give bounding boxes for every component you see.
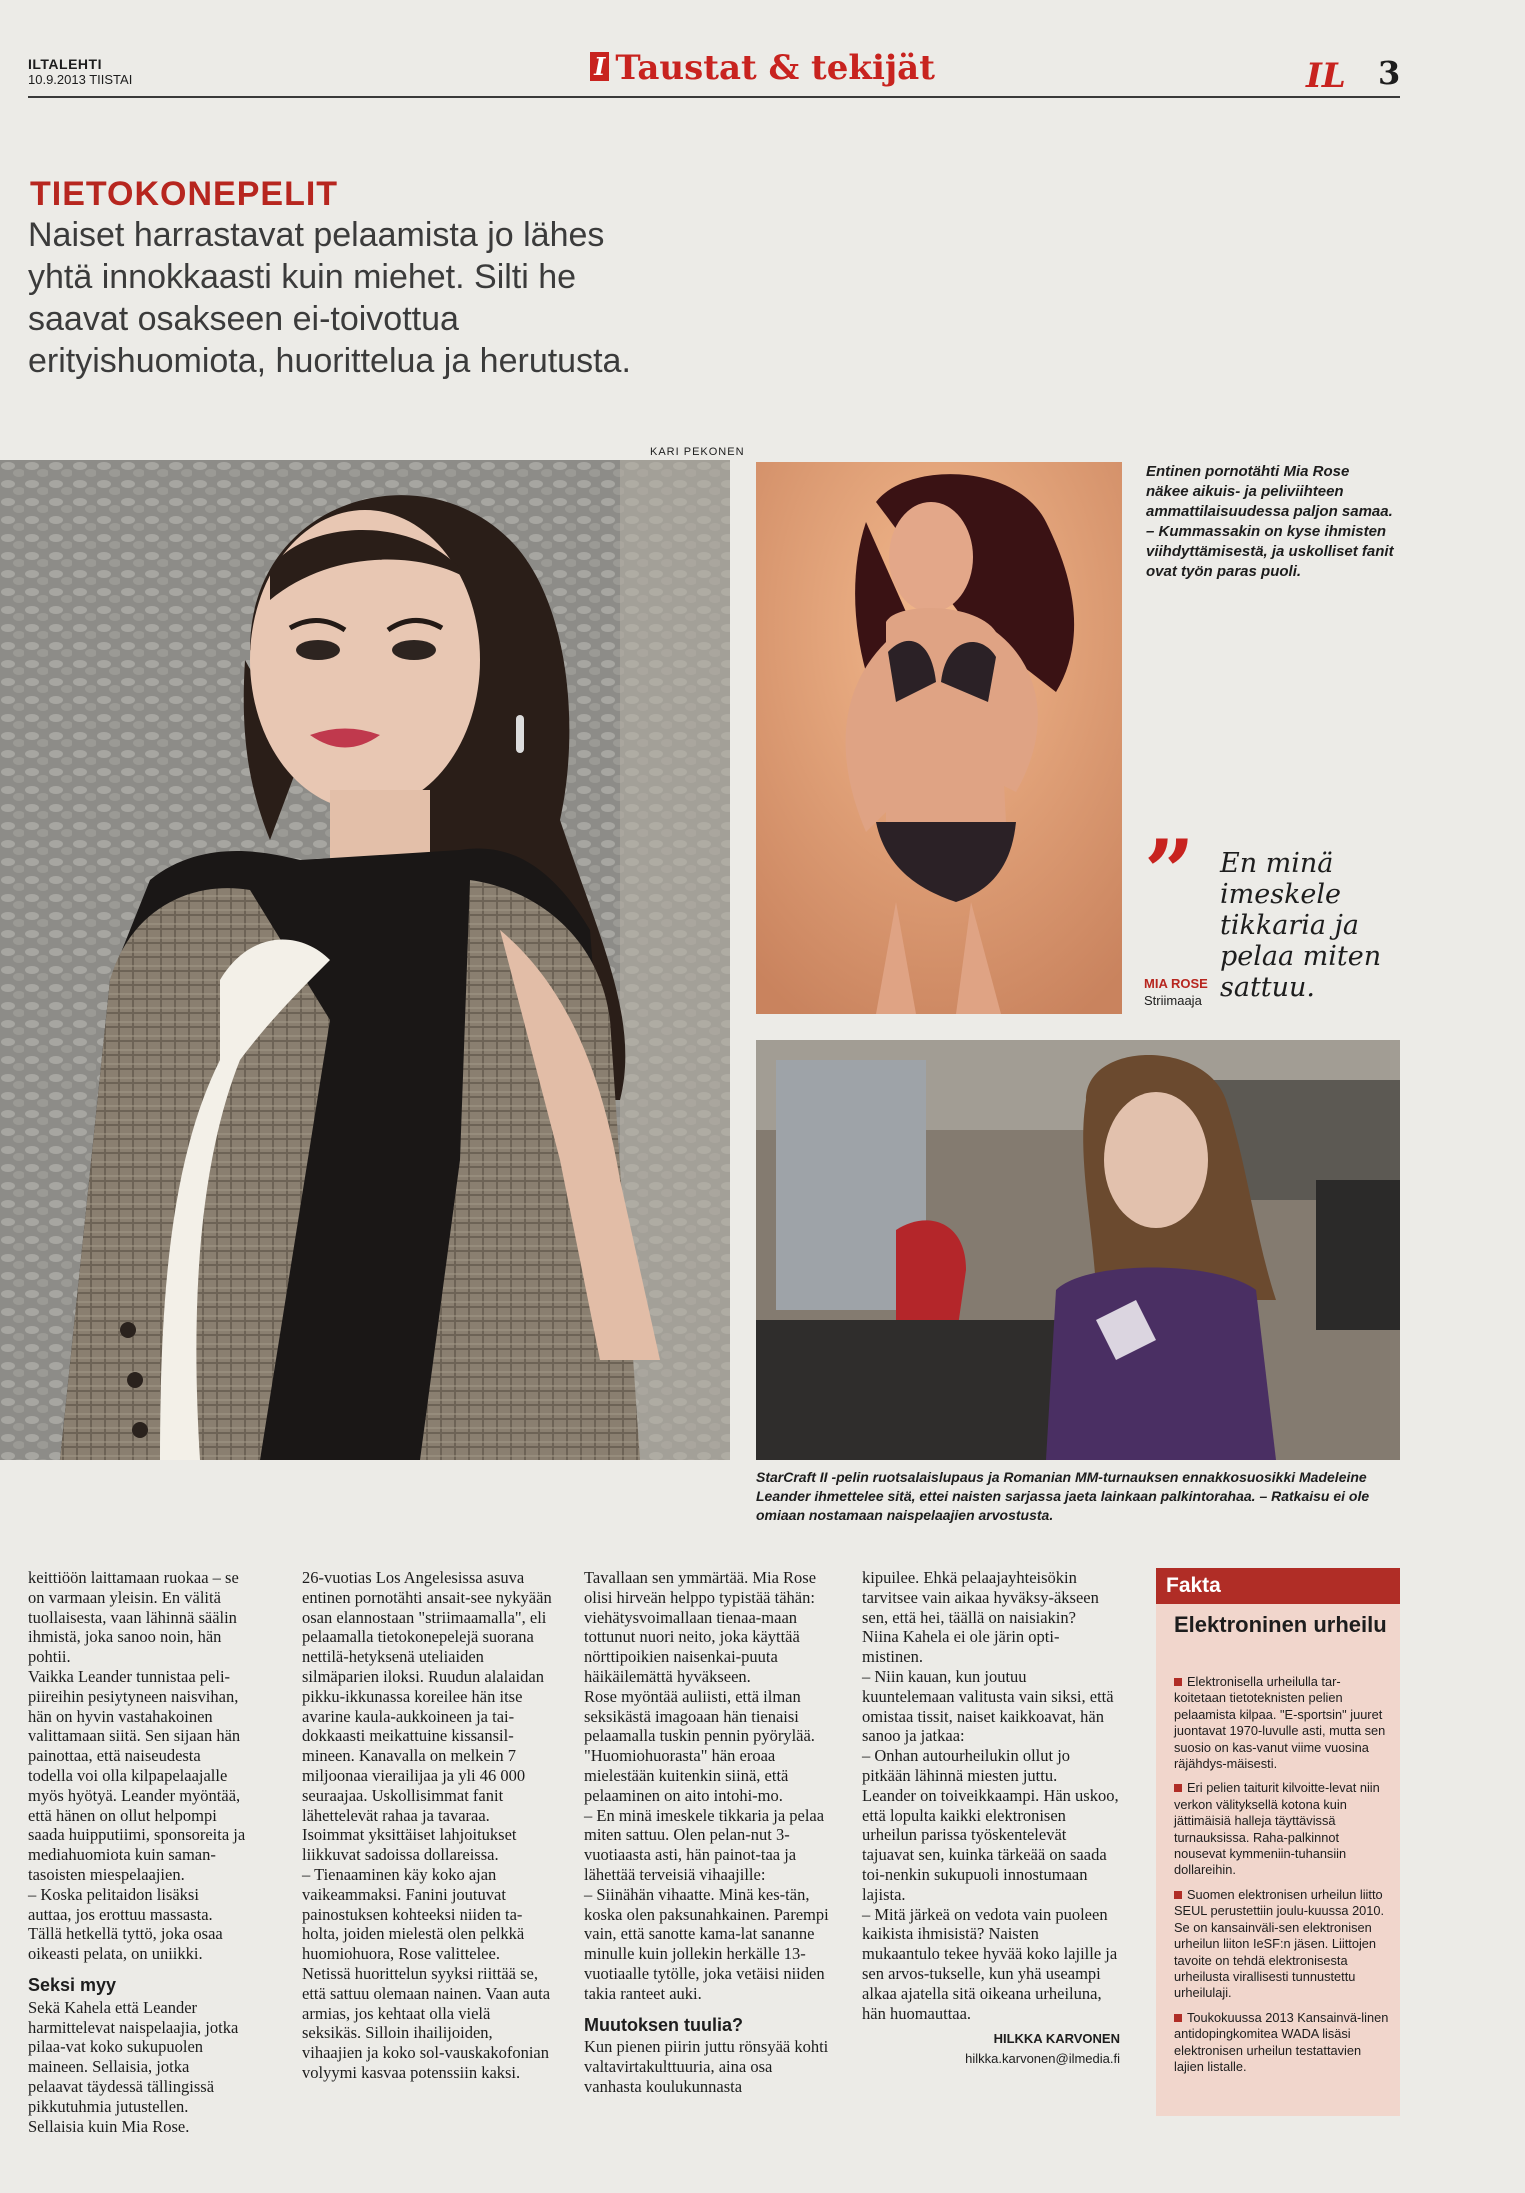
quote-attribution-role: Striimaaja [1144,993,1202,1008]
paragraph: – Siinähän vihaatte. Minä kes-tän, koska olen paksunahkainen. Parempi vain, että sanotte kama-lat sananne minulle kuin jollekin herkälle 13-vuotiaalle tytölle, joka vetäisi niiden takia ranteet auki. [584,1884,829,2003]
quote-mark-icon: ” [1144,820,1195,924]
fact-item-text: Eri pelien taiturit kilvoitte-levat niin verkon välityksellä kotona kuin jättimäisiä halleja täyttävissä turnauksissa. Raha-palkinnot nousevat kymmeniin-tuhansiin dollareihin. [1174,1780,1380,1878]
page-number: 3 [1378,54,1401,92]
author-email: hilkka.karvonen@ilmedia.fi [965,2051,1120,2067]
pull-quote: En minä imeskele tikkaria ja pelaa miten sattuu. [1220,848,1382,1003]
fact-item-text: Elektronisella urheilulla tar-koitetaan tietoteknisten pelien pelaamista kilpaa. "E-sportsin" juuret juontavat 1970-luvulle asti, mutta sen suosio on kas-vanut viime vuosina räjähdys-mäisesti. [1174,1674,1386,1772]
subheading: Seksi myy [28,1974,117,1995]
paragraph: – En minä imeskele tikkaria ja pelaa miten sattuu. Olen pelan-nut 3-vuotiaasta asti, hän painot-taa ja lähettää terveisiä vihaajille: [584,1805,825,1884]
section-logo-mark: I [590,52,609,81]
paragraph: Vaikka Leander tunnistaa peli-piireihin pesiytyneen naisvihan, hän on hyvin vastahakoinen valittamaan siitä. Sen sijaan hän painottaa, että naiseudesta todella voi olla kilpapelaajalle myös hyötyä. Leander myöntää, että hänen on ollut helpompi saada huipputiimi, sponsoreita ja mediahuomiota kuin saman-tasoisten miespelaajien. [28,1666,246,1884]
article-column-1 [28,1568,246,2136]
gamer-photo [756,1040,1400,1460]
photo-caption-bottom: StarCraft II -pelin ruotsalaislupaus ja Romanian MM-turnauksen ennakkosuosikki Madeleine Leander ihmettelee sitä, ettei naisten sarjassa jaeta lainkaan palkintorahaa. – Ratkaisu ei ole omiaan nostamaan naispelaajien arvostusta. [756,1469,1370,1523]
fact-item [1174,1674,1392,1772]
article-kicker: TIETOKONEPELIT [30,175,339,213]
paragraph: – Koska pelitaidon lisäksi auttaa, jos erottuu massasta. Tällä hetkellä tyttö, joka osaa oikeasti pelata, on uniikki. [28,1884,223,1964]
fact-item [1174,2010,1392,2076]
paragraph: Niina Kahela ei ole järin opti-mistinen. [862,1627,1060,1667]
bullet-icon [1174,2014,1182,2022]
bullet-icon [1174,1891,1182,1899]
issue-date: 10.9.2013 TIISTAI [28,72,133,87]
fact-box-label: Fakta [1156,1568,1400,1604]
author-byline: HILKKA KARVONEN [993,2031,1120,2047]
paragraph: keittiöön laittamaan ruokaa – se on varmaan yleisin. En välitä tuollaisesta, vaan lähinnä säälin ihmistä, joka sanoo noin, hän pohtii. [28,1568,239,1667]
portrait-photo [0,460,730,1460]
subheading: Muutoksen tuulia? [584,2014,743,2035]
article-column-3 [584,1568,834,2097]
paragraph: Leander on toiveikkaampi. Hän uskoo, että lopulta kaikki elektronisen urheilun parissa työskentelevät tajuavat sen, kuinka tärkeää on saada toi-nenkin sukupuoli innostumaan lajista. [862,1785,1119,1904]
fact-item-text: Suomen elektronisen urheilun liitto SEUL perustettiin joulu-kuussa 2010. Se on kansainväli-sen elektronisen urheilun liiton IeSF:n jäsen. Liittojen tavoite on tehdä elektronisesta urheilusta virallisesti tunnustettu urheilulaji. [1174,1886,1385,2001]
header-rule [28,96,1400,98]
paragraph: Tavallaan sen ymmärtää. Mia Rose olisi hirveän helppo typistää tähän: viehätysvoimallaan tienaa-maan tottunut nuori neito, joka käyttää nörttipoikien naisenkai-puuta häikäilemättä hyväkseen. [584,1568,817,1686]
quote-attribution-name: MIA ROSE [1144,976,1208,991]
paragraph: Sekä Kahela että Leander harmittelevat naispelaajia, jotka pilaa-vat koko sukupuolen maineen. Sellaisia, jotka pelaavat täydessä tällingissä pikkutuhmia jutustellen. Sellaisia kuin Mia Rose. [28,1997,239,2136]
section-title-text: Taustat & tekijät [615,48,935,88]
paragraph: kipuilee. Ehkä pelaajayhteisökin tarvitsee vain aikaa hyväksy-äkseen sen, että hei, täällä on naisiakin? [862,1568,1099,1627]
paragraph: Netissä huorittelun syyksi riittää se, että sattuu olemaan nainen. Vaan auta armias, jos kehtaat olla vielä seksikäs. Silloin ihailijoiden, vihaajien ja koko sol-vauskakofonian volyymi kasvaa potenssiin kaksi. [302,1963,551,2082]
paragraph: – Tienaaminen käy koko ajan vaikeammaksi. Fanini joutuvat painostuksen kohteeksi niiden ta-holta, joiden mielestä olen pelkkä huomiohuora, Rose valittelee. [302,1864,525,1964]
section-title [0,48,1525,88]
article-intro: Naiset harrastavat pelaamista jo lähes yhtä innokkaasti kuin miehet. Silti he saavat osakseen ei-toivottua erityishuomiota, huorittelua ja herutusta. [28,216,631,380]
fact-item [1174,1780,1392,1878]
fact-box-title: Elektroninen urheilu [1174,1612,1387,1637]
fact-item-text: Toukokuussa 2013 Kansainvä-linen antidopingkomitea WADA lisäsi elektronisen urheilun testattavien lajien listalle. [1174,2009,1389,2074]
bikini-photo [756,462,1122,1014]
article-column-4 [862,1568,1120,2069]
bullet-icon [1174,1784,1182,1792]
paragraph: – Onhan autourheilukin ollut jo pitkään lähinnä miesten juttu. [862,1746,1071,1785]
newspaper-name: ILTALEHTI [28,56,102,72]
paragraph: – Niin kauan, kun joutuu kuuntelemaan valitusta vain siksi, että omistaa tissit, naiset kaikkoavat, hän sanoo ja jatkaa: [862,1666,1114,1746]
article-column-2 [302,1568,552,2083]
fact-box [1156,1568,1400,2116]
fact-list [1174,1674,1392,2083]
paragraph: 26-vuotias Los Angelesissa asuva entinen pornotähti ansait-see nykyään osan elannostaan "striimaamalla", eli pelaamalla tietokonepelejä suorana nettilä-hetyksenä uteliaiden silmäparien iloksi. Ruudun alalaidan pikku-ikkunassa koreilee hän itse avarine kaula-aukkoineen ja tai-dokkaasti meikattuine kissansil-mineen. Kanavalla on melkein 7 miljoonaa vierailijaa ja yli 46 000 seuraajaa. Uskollisimmat fanit lähettelevät rahaa ja tavaraa. Isoimmat yksittäiset lahjoitukset liikkuvat sadoissa dollareissa. [302,1568,552,1865]
fact-item [1174,1887,1392,2002]
bullet-icon [1174,1678,1182,1686]
paragraph: Rose myöntää auliisti, että ilman seksikästä imagoaan hän tienaisi pelaamalla tuskin pennin pyörylää. "Huomiohuorasta" hän eroaa mielestään kuitenkin siinä, että pelaaminen on aito intohi-mo. [584,1686,815,1805]
paragraph: – Mitä järkeä on vedota vain puoleen kaikista ihmisistä? Naisten mukaantulo tekee hyvää koko lajille ja sen arvos-tukselle, kun yhä useampi alkaa ajatella sitä oikeana urheiluna, hän huomauttaa. [862,1904,1118,2023]
photo-credit: KARI PEKONEN [650,446,745,458]
photo-caption-right: Entinen pornotähti Mia Rose näkee aikuis- ja peliviihteen ammattilaisuudessa paljon samaa. – Kummassakin on kyse ihmisten viihdyttämisestä, ja uskolliset fanit ovat työn paras puoli. [1146,463,1394,580]
paragraph: Kun pienen piirin juttu rönsyää kohti valtavirtakulttuuria, aina osa vanhasta koulukunnasta [584,2037,829,2096]
il-logo: IL [1306,56,1346,96]
